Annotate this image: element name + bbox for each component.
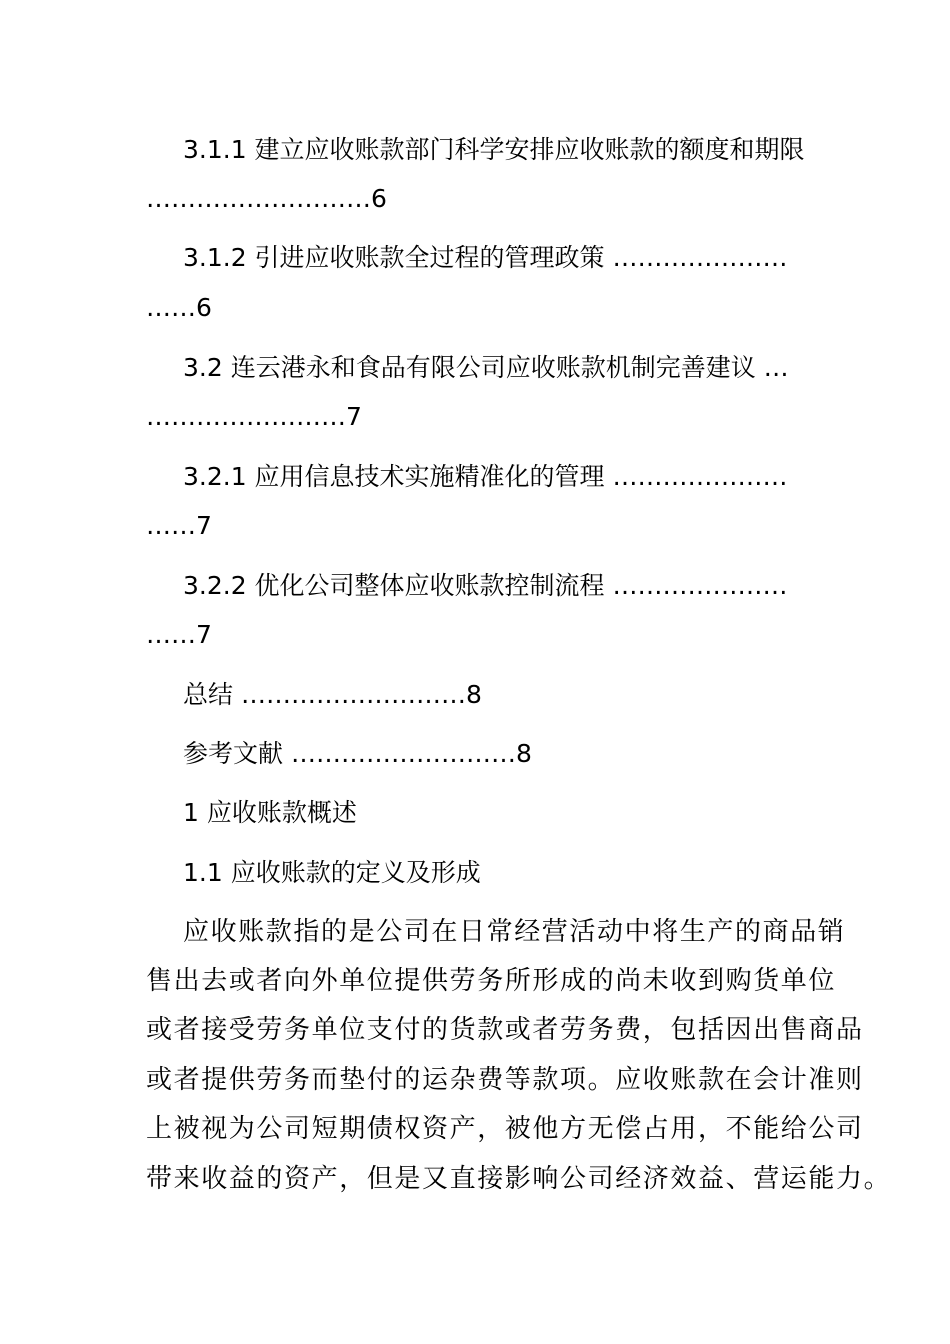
toc-entry-3-2-2-line1: 3.2.2 优化公司整体应收账款控制流程 ………………… <box>183 571 788 600</box>
toc-entry-3-1-2-line2: ……6 <box>146 293 212 322</box>
toc-entry-3-2-line2: ……………………7 <box>146 402 362 431</box>
toc-entry-3-1-2-line1: 3.1.2 引进应收账款全过程的管理政策 ………………… <box>183 243 788 272</box>
toc-entry-references: 参考文献 ………………………8 <box>183 739 532 768</box>
body-paragraph-line: 应收账款指的是公司在日常经营活动中将生产的商品销 <box>183 917 846 947</box>
section-heading-1-1: 1.1 应收账款的定义及形成 <box>183 858 481 887</box>
toc-entry-3-1-1-line1: 3.1.1 建立应收账款部门科学安排应收账款的额度和期限 <box>183 135 805 164</box>
body-paragraph-line: 带来收益的资产，但是又直接影响公司经济效益、营运能力。 <box>146 1164 892 1194</box>
body-paragraph-line: 上被视为公司短期债权资产，被他方无偿占用，不能给公司 <box>146 1114 864 1144</box>
toc-entry-3-2-1-line1: 3.2.1 应用信息技术实施精准化的管理 ………………… <box>183 462 788 491</box>
body-paragraph-line: 售出去或者向外单位提供劳务所形成的尚未收到购货单位 <box>146 966 837 996</box>
body-paragraph-line: 或者接受劳务单位支付的货款或者劳务费，包括因出售商品 <box>146 1015 864 1045</box>
toc-entry-3-2-1-line2: ……7 <box>146 511 212 540</box>
toc-entry-summary: 总结 ………………………8 <box>183 680 482 709</box>
toc-entry-3-2-line1: 3.2 连云港永和食品有限公司应收账款机制完善建议 … <box>183 353 789 382</box>
body-paragraph-line: 或者提供劳务而垫付的运杂费等款项。应收账款在会计准则 <box>146 1065 864 1095</box>
section-heading-1: 1 应收账款概述 <box>183 798 357 827</box>
toc-entry-3-2-2-line2: ……7 <box>146 620 212 649</box>
toc-entry-3-1-1-line2: ………………………6 <box>146 184 387 213</box>
